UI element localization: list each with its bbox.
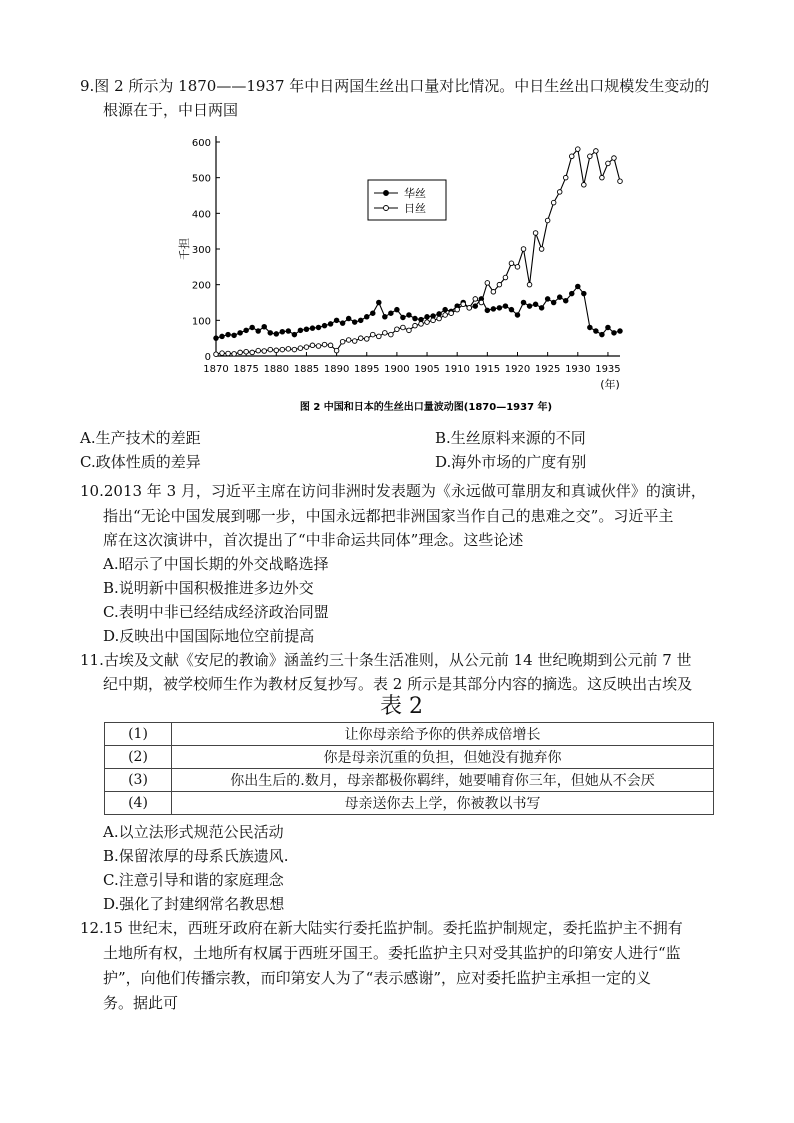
data-point — [473, 297, 478, 302]
data-point — [533, 302, 538, 307]
data-point — [395, 307, 400, 312]
data-point — [539, 306, 544, 311]
data-point — [220, 351, 225, 356]
data-point — [533, 231, 538, 236]
data-point — [232, 333, 237, 338]
q10-option-a: A.昭示了中国长期的外交战略选择 — [103, 555, 329, 573]
data-point — [588, 154, 593, 159]
data-point — [262, 349, 267, 354]
x-tick-label: 1895 — [354, 364, 380, 375]
data-point — [582, 291, 587, 296]
x-axis-label: (年) — [600, 378, 620, 391]
y-axis-label: 千担 — [178, 238, 191, 260]
q12-line2: 土地所有权，土地所有权属于西班牙国王。委托监护主只对受其监护的印第安人进行“监 — [103, 944, 681, 962]
data-point — [322, 323, 327, 328]
data-point — [588, 325, 593, 330]
data-point — [569, 291, 574, 296]
data-point — [557, 295, 562, 300]
x-tick-label: 1915 — [474, 364, 501, 375]
data-point — [569, 154, 574, 159]
data-point — [527, 304, 532, 309]
row-text: 你出生后的.数月，母亲都极你羁绊，她要哺育你三年，但她从不会厌 — [172, 769, 714, 792]
table-row — [105, 746, 714, 769]
data-point — [346, 338, 351, 343]
q10-line3: 席在这次演讲中，首次提出了“中非命运共同体”理念。这些论述 — [103, 531, 524, 549]
data-point — [334, 318, 339, 323]
data-point — [485, 281, 490, 286]
data-point — [503, 275, 508, 280]
y-tick-label: 200 — [191, 280, 211, 292]
q11-option-c: C.注意引导和谐的家庭理念 — [103, 871, 284, 889]
x-tick-label: 1910 — [444, 364, 470, 375]
data-point — [268, 331, 273, 336]
data-point — [545, 297, 550, 302]
data-point — [606, 325, 611, 330]
data-point — [256, 348, 261, 353]
data-point — [268, 347, 273, 352]
data-point — [413, 316, 418, 321]
data-point — [328, 343, 333, 348]
row-text: 母亲送你去上学，你被教以书写 — [172, 792, 714, 815]
data-point — [364, 337, 369, 342]
data-point — [334, 348, 339, 353]
data-point — [618, 329, 623, 334]
row-number: (3) — [105, 769, 172, 792]
x-tick-label: 1875 — [233, 364, 259, 375]
q9-option-d: D.海外市场的广度有别 — [435, 453, 587, 471]
chart-axes — [177, 136, 621, 413]
q11-option-b: B.保留浓厚的母系氏族遗风. — [103, 847, 289, 865]
data-point — [250, 325, 255, 330]
data-point — [557, 190, 562, 195]
data-point — [304, 345, 309, 350]
data-point — [328, 322, 333, 327]
q10-option-c: C.表明中非已经结成经济政治同盟 — [103, 603, 329, 621]
data-point — [340, 339, 345, 344]
legend-marker — [384, 191, 389, 196]
data-point — [497, 306, 502, 311]
data-point — [352, 339, 357, 344]
data-point — [244, 349, 249, 354]
data-point — [280, 329, 285, 334]
data-point — [214, 336, 219, 341]
x-tick-label: 1890 — [323, 364, 350, 375]
data-point — [479, 300, 484, 305]
data-point — [575, 147, 580, 152]
data-point — [214, 352, 219, 357]
data-point — [383, 314, 388, 319]
data-point — [238, 331, 243, 336]
data-point — [467, 306, 472, 311]
data-point — [600, 332, 605, 337]
row-number: (4) — [105, 792, 172, 815]
chart-marks — [214, 147, 623, 357]
table-row — [105, 792, 714, 815]
y-tick-label: 300 — [191, 245, 211, 256]
data-point — [594, 149, 599, 154]
data-point — [262, 324, 267, 329]
data-point — [220, 334, 225, 339]
q9-stem-line1: 9.图 2 所示为 1870——1937 年中日两国生丝出口量对比情况。中日生丝出口规模发生变动的 — [80, 77, 710, 95]
data-point — [340, 321, 345, 326]
table2 — [104, 722, 714, 815]
y-tick-label: 600 — [191, 138, 211, 149]
data-point — [539, 247, 544, 252]
data-point — [509, 307, 514, 312]
data-point — [316, 325, 321, 330]
x-tick-label: 1880 — [263, 364, 290, 375]
data-point — [612, 331, 617, 336]
q12-line1: 12.15 世纪末，西班牙政府在新大陆实行委托监护制。委托监护制规定，委托监护主不拥有 — [80, 919, 683, 937]
data-point — [370, 311, 375, 316]
data-point — [449, 311, 454, 316]
data-point — [322, 342, 327, 347]
q9-option-a: A.生产技术的差距 — [80, 429, 201, 447]
data-point — [582, 183, 587, 188]
data-point — [244, 328, 249, 333]
legend-entry: 日丝 — [404, 202, 426, 215]
data-point — [491, 290, 496, 295]
data-point — [473, 304, 478, 309]
row-number: (1) — [105, 723, 172, 746]
data-point — [226, 351, 231, 356]
data-point — [352, 320, 357, 325]
data-point — [298, 328, 303, 333]
x-tick-label: 1930 — [565, 364, 591, 375]
data-point — [310, 343, 315, 348]
data-point — [461, 302, 466, 307]
data-point — [238, 350, 243, 355]
data-point — [370, 332, 375, 337]
data-point — [497, 282, 502, 287]
data-point — [594, 329, 599, 334]
data-point — [292, 332, 297, 337]
data-point — [274, 348, 279, 353]
data-point — [346, 316, 351, 321]
data-point — [551, 300, 556, 305]
data-point — [503, 304, 508, 309]
x-tick-label: 1925 — [534, 364, 561, 375]
data-point — [280, 347, 285, 352]
data-point — [389, 311, 394, 316]
data-point — [364, 314, 369, 319]
chart-legend — [368, 180, 446, 220]
data-point — [383, 331, 388, 336]
chart-caption: 图 2 中国和日本的生丝出口量波动图(1870—1937 年) — [299, 402, 553, 413]
data-point — [618, 179, 623, 184]
q11-option-a: A.以立法形式规范公民活动 — [103, 823, 284, 841]
data-point — [274, 332, 279, 337]
legend-entry: 华丝 — [404, 187, 426, 200]
data-point — [515, 313, 520, 318]
x-tick-label: 1920 — [504, 364, 531, 375]
table-row — [105, 769, 714, 792]
data-point — [292, 347, 297, 352]
data-point — [256, 329, 261, 334]
data-point — [545, 218, 550, 223]
data-point — [491, 307, 496, 312]
data-point — [606, 161, 611, 166]
x-tick-label: 1870 — [203, 364, 229, 375]
x-tick-label: 1905 — [414, 364, 440, 375]
data-point — [226, 332, 231, 337]
x-tick-label: 1900 — [384, 364, 410, 375]
q10-line1: 10.2013 年 3 月，习近平主席在访问非洲时发表题为《永远做可靠朋友和真诚伙伴》的演讲， — [80, 482, 706, 500]
data-point — [286, 347, 291, 352]
data-point — [377, 334, 382, 339]
q11-line2: 纪中期，被学校师生作为教材反复抄写。表 2 所示是其部分内容的摘选。这反映出古埃及 — [103, 675, 693, 693]
data-point — [358, 336, 363, 341]
q10-line2: 指出“无论中国发展到哪一步，中国永远都把非洲国家当作自己的患难之交”。习近平主 — [103, 507, 674, 525]
data-point — [298, 346, 303, 351]
data-point — [563, 175, 568, 180]
data-point — [358, 318, 363, 323]
q10-option-d: D.反映出中国国际地位空前提高 — [103, 627, 315, 645]
data-point — [304, 327, 309, 332]
data-point — [413, 323, 418, 328]
y-tick-label: 500 — [191, 173, 211, 185]
data-point — [443, 313, 448, 318]
data-point — [232, 352, 237, 357]
data-point — [563, 298, 568, 303]
data-point — [310, 326, 315, 331]
data-point — [485, 308, 490, 313]
y-tick-label: 100 — [191, 316, 211, 328]
data-point — [437, 312, 442, 317]
data-point — [286, 329, 291, 334]
q10-option-b: B.说明新中国积极推进多边外交 — [103, 579, 314, 597]
x-tick-label: 1885 — [293, 364, 320, 375]
data-point — [575, 284, 580, 289]
data-point — [521, 300, 526, 305]
data-point — [389, 332, 394, 337]
q9-stem-line2: 根源在于，中日两国 — [103, 101, 239, 119]
data-point — [527, 282, 532, 287]
row-text: 让你母亲给予你的供养成倍增长 — [172, 723, 714, 746]
data-point — [431, 318, 436, 323]
data-point — [407, 313, 412, 318]
table-row — [105, 723, 714, 746]
q12-line4: 务。据此可 — [103, 994, 179, 1012]
data-point — [515, 265, 520, 270]
data-point — [395, 327, 400, 332]
data-point — [250, 350, 255, 355]
data-point — [316, 344, 321, 349]
q11-line1: 11.古埃及文献《安尼的教谕》涵盖约三十条生活准则，从公元前 14 世纪晚期到公元前 7 世 — [80, 651, 692, 669]
y-tick-label: 400 — [191, 209, 211, 221]
data-point — [455, 307, 460, 312]
x-tick-label: 1935 — [595, 364, 621, 375]
data-point — [425, 320, 430, 325]
data-point — [377, 300, 382, 305]
data-point — [425, 314, 430, 319]
series-line-0 — [216, 286, 620, 338]
silk-export-chart — [180, 128, 640, 418]
data-point — [419, 322, 424, 327]
data-point — [612, 156, 617, 161]
q9-option-b: B.生丝原料来源的不同 — [435, 429, 586, 447]
data-point — [401, 315, 406, 320]
table2-title: 表 2 — [380, 694, 423, 719]
y-tick-label: 0 — [204, 352, 211, 363]
q11-option-d: D.强化了封建纲常名教思想 — [103, 895, 285, 913]
data-point — [509, 261, 514, 266]
data-point — [600, 175, 605, 180]
data-point — [407, 328, 412, 333]
row-text: 你是母亲沉重的负担，但她没有抛弃你 — [172, 746, 714, 769]
q12-line3: 护”，向他们传播宗教，而印第安人为了“表示感谢”，应对委托监护主承担一定的义 — [103, 969, 652, 987]
data-point — [551, 200, 556, 205]
data-point — [521, 247, 526, 252]
data-point — [437, 316, 442, 321]
data-point — [443, 307, 448, 312]
q9-option-c: C.政体性质的差异 — [80, 453, 201, 471]
row-number: (2) — [105, 746, 172, 769]
data-point — [401, 325, 406, 330]
legend-marker — [384, 206, 389, 211]
